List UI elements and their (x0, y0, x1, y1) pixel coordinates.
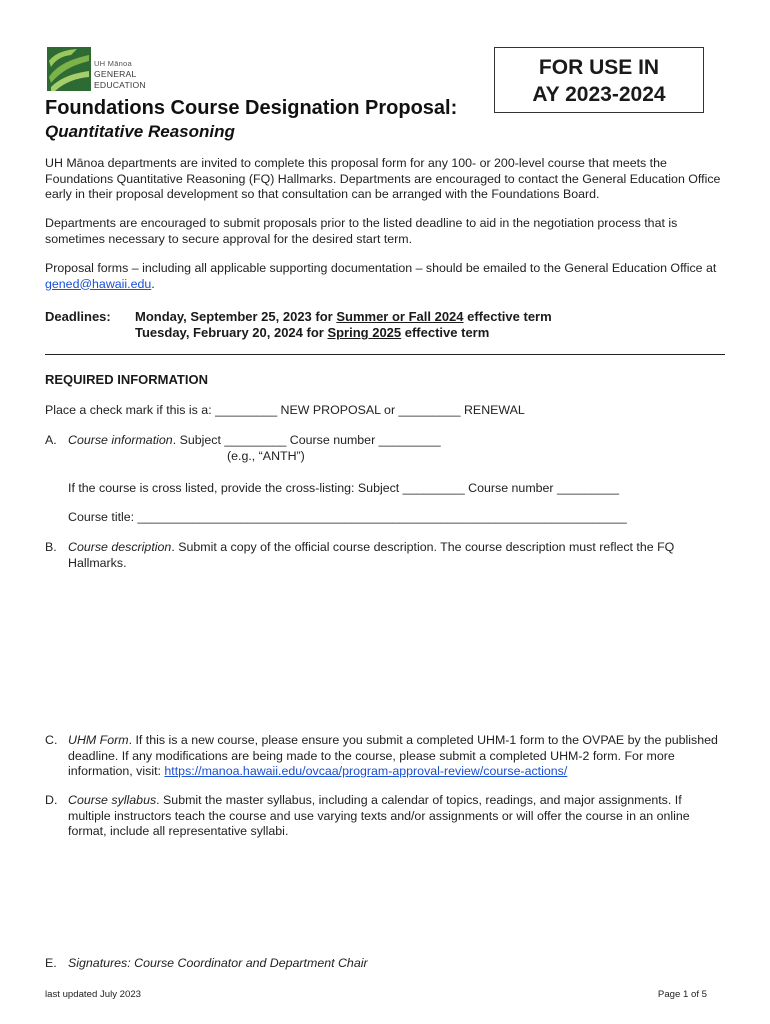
logo-wordmark (94, 58, 146, 91)
item-e-letter: E. (45, 956, 57, 970)
item-a-text: . Subject _________ Course number _________ (172, 433, 441, 447)
submission-text-end: . (151, 276, 155, 291)
use-box-line-1: FOR USE IN (538, 56, 660, 79)
item-c-body (68, 733, 718, 780)
leaf-logo-icon (47, 47, 91, 91)
page-title: Foundations Course Designation Proposal: (45, 97, 458, 119)
item-c-letter: C. (45, 733, 58, 747)
required-info-heading: REQUIRED INFORMATION (45, 372, 208, 387)
intro-paragraph-3 (45, 261, 725, 292)
deadlines-list (135, 309, 552, 341)
item-e-label: Signatures: Course Coordinator and Department Chair (68, 956, 368, 970)
item-b-label: Course description (68, 540, 172, 554)
deadline-spring-term: Spring 2025 (327, 325, 402, 340)
item-d-letter: D. (45, 793, 58, 807)
section-divider (45, 354, 725, 355)
deadlines-label: Deadlines: (45, 309, 111, 324)
item-a-course-info[interactable] (68, 433, 718, 449)
deadline-spring-date: Tuesday, February 20, 2024 for (135, 325, 328, 340)
deadline-spring (135, 325, 552, 341)
deadline-fall-date: Monday, September 25, 2023 for (135, 309, 337, 324)
item-b-body (68, 540, 718, 571)
submission-text: Proposal forms – including all applicable supporting documentation – should be emailed to the General Education Office at (45, 261, 717, 275)
deadline-fall-term: Summer or Fall 2024 (336, 309, 464, 324)
proposal-type-line[interactable]: Place a check mark if this is a: _________ NEW PROPOSAL or _________ RENEWAL (45, 403, 525, 417)
uh-manoa-gened-logo (47, 47, 157, 93)
deadline-fall-suffix: effective term (463, 309, 552, 324)
item-d-text: . Submit the master syllabus, including a calendar of topics, readings, and major assignments. If multiple instructors teach the course and use varying texts and/or assignments or will offer the course in an online format, include all representative syllabi. (68, 793, 690, 838)
logo-line-2: GENERAL (94, 69, 137, 79)
item-a-cross-listing[interactable]: If the course is cross listed, provide the cross-listing: Subject _________ Course number _________ (68, 481, 620, 495)
gened-email-link[interactable]: gened@hawaii.edu (45, 276, 152, 291)
item-a-course-title[interactable]: Course title: _______________________________________________________________________ (68, 510, 627, 524)
item-b-text: . Submit a copy of the official course description. The course description must reflect the FQ Hallmarks. (68, 540, 675, 570)
intro-paragraph-2: Departments are encouraged to submit proposals prior to the listed deadline to aid in the negotiation process that is sometimes necessary to secure approval for the desired start term. (45, 216, 678, 246)
item-c-text: . If this is a new course, please ensure you submit a completed UHM-1 form to the OVPAE by the published deadline. If any modifications are being made to the course, please submit a completed UHM-2 form. For more information, visit: (68, 733, 718, 778)
item-c-label: UHM Form (68, 733, 129, 747)
deadline-fall (135, 309, 552, 325)
intro-paragraph-1: UH Mānoa departments are invited to complete this proposal form for any 100- or 200-level course that meets the Foundations Quantitative Reasoning (FQ) Hallmarks. Departments are encouraged to contact the General Education Office early in their proposal development so that consultation can be arranged with the Foundations Board. (45, 156, 721, 201)
deadline-spring-suffix: effective term (401, 325, 490, 340)
item-d-label: Course syllabus (68, 793, 157, 807)
use-box-line-2: AY 2023-2024 (532, 83, 666, 106)
item-b-letter: B. (45, 540, 57, 554)
footer-last-updated: last updated July 2023 (45, 989, 142, 1000)
item-a-letter: A. (45, 433, 57, 447)
item-a-example: (e.g., “ANTH”) (227, 449, 305, 463)
logo-line-3: EDUCATION (94, 80, 146, 90)
academic-year-box (494, 47, 704, 113)
item-d-body (68, 793, 718, 840)
footer-page-number: Page 1 of 5 (657, 989, 707, 1000)
item-a-label: Course information (68, 433, 173, 447)
course-actions-link[interactable]: https://manoa.hawaii.edu/ovcaa/program-approval-review/course-actions/ (164, 764, 568, 778)
page-subtitle: Quantitative Reasoning (45, 122, 235, 141)
logo-line-1: UH Mānoa (94, 59, 132, 68)
